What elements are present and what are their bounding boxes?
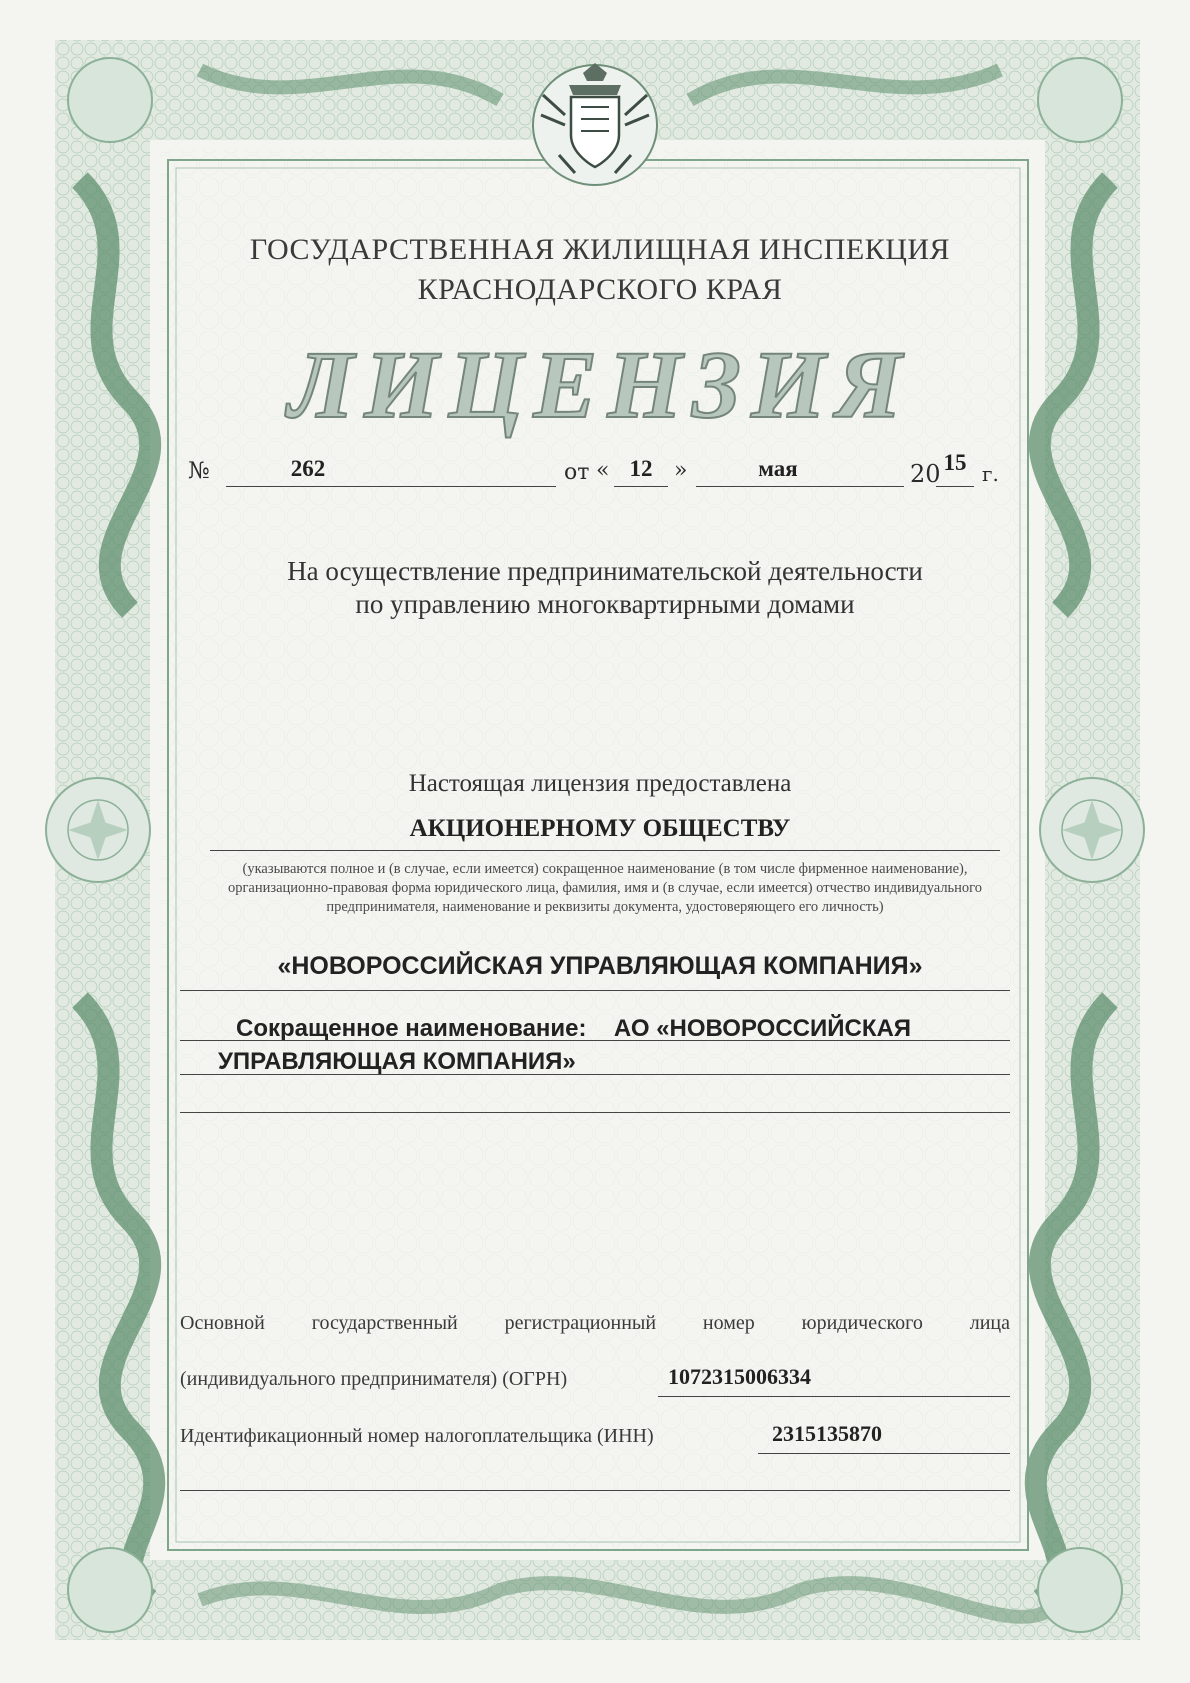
license-year: 15 [943,450,967,475]
number-sign: № [188,458,210,484]
inn-row [180,1421,1010,1461]
license-day: 12 [629,456,653,481]
left-medallion [46,778,150,882]
license-number: 262 [290,456,326,481]
short-name-line-1: АО «НОВОРОССИЙСКАЯ [613,1015,912,1042]
number-date-row [188,450,1018,500]
purpose-line-1: На осуществление предпринимательской деятельности [287,556,923,586]
issuer-line-2: КРАСНОДАРСКОГО КРАЯ [417,273,783,306]
purpose-line-2: по управлению многоквартирными домами [355,589,855,619]
ogrn-label-line-1: Основной государственный регистрационный номер юридического лица [180,1312,1010,1334]
issuer-line-1: ГОСУДАРСТВЕННАЯ ЖИЛИЩНАЯ ИНСПЕКЦИЯ [249,233,951,266]
granted-label: Настоящая лицензия предоставлена [408,770,792,797]
quote-open: « [596,458,610,483]
entity-underline [210,850,1000,851]
short-name-block [218,1012,1008,1078]
blank-underline [180,1112,1010,1113]
entity-type: АКЦИОНЕРНОМУ ОБЩЕСТВУ [409,815,791,842]
short-name-line-2: УПРАВЛЯЮЩАЯ КОМПАНИЯ» [218,1048,576,1075]
ogrn-value: 1072315006334 [668,1364,811,1389]
year-label: г. [982,462,999,486]
final-underline [180,1490,1010,1491]
inn-value: 2315135870 [772,1421,882,1446]
field-instruction-note: (указываются полное и (в случае, если имеется) сокращенное наименование (в том числе фирменное наименование), организационно-правовая форма юридического лица, фамилия, имя и (в случае, если имеется) отчество индивидуального предпринимателя, наименование и реквизиты документа, удостоверяющего его личность) [227,861,983,915]
short-name-underline-2 [180,1074,1010,1075]
license-purpose [190,555,1020,621]
inn-label: Идентификационный номер налогоплательщика (ИНН) [180,1425,654,1447]
full-name-underline [180,990,1010,991]
short-name-label: Сокращенное наименование: [236,1015,587,1042]
ogrn-label-line-2: (индивидуального предпринимателя) (ОГРН) [180,1368,568,1390]
year-prefix: 20 [910,460,941,488]
document-title: ЛИЦЕНЗИЯ [288,331,912,438]
full-company-name: «НОВОРОССИЙСКАЯ УПРАВЛЯЮЩАЯ КОМПАНИЯ» [277,952,923,980]
issuer-name [200,230,1000,310]
quote-close: » [674,458,688,483]
ogrn-row [180,1364,1010,1404]
short-name-underline-1 [180,1040,1010,1041]
date-from-label: от [564,460,590,485]
right-medallion [1040,778,1144,882]
coat-of-arms-icon [533,63,657,185]
license-month: мая [758,456,798,481]
